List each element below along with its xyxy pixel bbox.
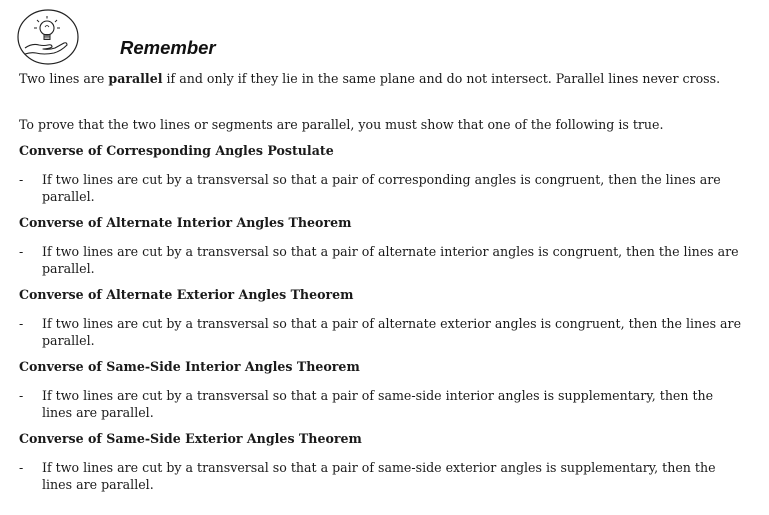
remember-title: Remember: [120, 37, 216, 58]
intro-text: To prove that the two lines or segments are parallel, you must show that one of the following is true.: [19, 117, 664, 132]
bullet-dash: -: [19, 244, 24, 259]
theorem-title: Converse of Alternate Interior Angles Theorem: [19, 215, 352, 230]
theorem-bullet: [19, 387, 749, 421]
theorem-bullet: [19, 243, 749, 277]
parallel-definition: [19, 70, 754, 87]
theorem-title: Converse of Same-Side Interior Angles Theorem: [19, 359, 360, 374]
theorem-title: Converse of Alternate Exterior Angles Theorem: [19, 287, 354, 302]
theorem-bullet: [19, 171, 749, 205]
remember-header: [14, 6, 754, 66]
theorem-bullet: [19, 459, 749, 493]
definition-term: parallel: [108, 71, 163, 86]
theorem-text: If two lines are cut by a transversal so that a pair of alternate interior angles is congruent, then the lines are parallel.: [42, 244, 739, 276]
theorem-text: If two lines are cut by a transversal so that a pair of corresponding angles is congruent, then the lines are parallel.: [42, 172, 721, 204]
theorem-title: Converse of Same-Side Exterior Angles Theorem: [19, 431, 362, 446]
bullet-dash: -: [19, 316, 24, 331]
theorem-text: If two lines are cut by a transversal so that a pair of same-side exterior angles is supplementary, then the lines are parallel.: [42, 460, 716, 492]
bullet-dash: -: [19, 172, 24, 187]
theorem-bullet: [19, 315, 749, 349]
theorem-title: Converse of Corresponding Angles Postulate: [19, 143, 334, 158]
bullet-dash: -: [19, 460, 24, 475]
lightbulb-in-hand-icon: [16, 8, 80, 66]
definition-after: if and only if they lie in the same plane and do not intersect. Parallel lines never cross.: [162, 71, 721, 86]
theorem-text: If two lines are cut by a transversal so that a pair of alternate exterior angles is congruent, then the lines are parallel.: [42, 316, 742, 348]
bullet-dash: -: [19, 388, 24, 403]
theorem-text: If two lines are cut by a transversal so that a pair of same-side interior angles is supplementary, then the lines are parallel.: [42, 388, 714, 420]
definition-before: Two lines are: [19, 71, 109, 86]
